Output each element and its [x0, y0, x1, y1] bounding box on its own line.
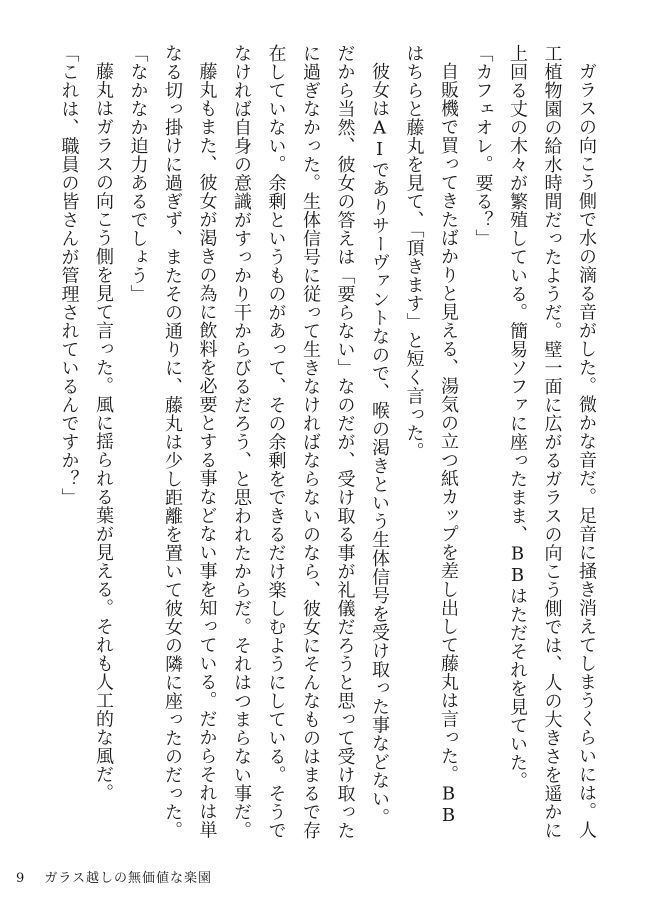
paragraph: 自販機で買ってきたばかりと見える、湯気の立つ紙カップを差し出して藤丸は言った。BBはちらと藤丸を見て、「頂きます」と短く言った。: [403, 44, 459, 827]
dialogue-line: 「なかなか迫力あるでしょう」: [127, 44, 149, 303]
paragraph: 藤丸はガラスの向こう側を見て言った。風に揺られる葉が見える。それも人工的な風だ。: [93, 62, 114, 802]
paragraph: 藤丸もまた、彼女が渇きの為に飲料を必要とする事などない事を知っている。だからそれは単なる切っ掛けに過ぎず、またその通りに、藤丸は少し距離を置いて彼女の隣に座ったのだった。: [162, 44, 218, 840]
dialogue-line: 「これは、職員の皆さんが管理されているんですか？」: [58, 44, 80, 507]
paragraph: 彼女はAIでありサーヴァントなので、喉の渇きという生体信号を受け取った事などない。だから当然、彼女の答えは「要らない」なのだが、受け取る事が礼儀だろうと思って受け取ったに過ぎなかった。生体信号に従って生きなければならないのなら、彼女にそんなものはまるで存在していない。余剰というものがあって、その余剰をできるだけ楽しむようにしている。そうでなければ自身の意識がすっかり干からびるだろう、と思われたからだ。それはつまらない事だ。: [231, 44, 390, 840]
paragraph: ガラスの向こう側で水の滴る音がした。微かな音だ。足音に掻き消えてしまうくらいには。人工植物園の給水時間だったようだ。壁一面に広がるガラスの向こう側では、人の大きさを遥かに上回る丈の木々が繁殖している。簡易ソファに座ったまま、BBはただそれを見ていた。: [507, 44, 597, 840]
page-number: 9: [16, 871, 26, 886]
book-title: ガラス越しの無価値な楽園: [44, 871, 213, 886]
dialogue-line: 「カフェオレ。要る？」: [472, 44, 494, 248]
page-footer: [16, 867, 212, 886]
body-text: [43, 44, 603, 844]
